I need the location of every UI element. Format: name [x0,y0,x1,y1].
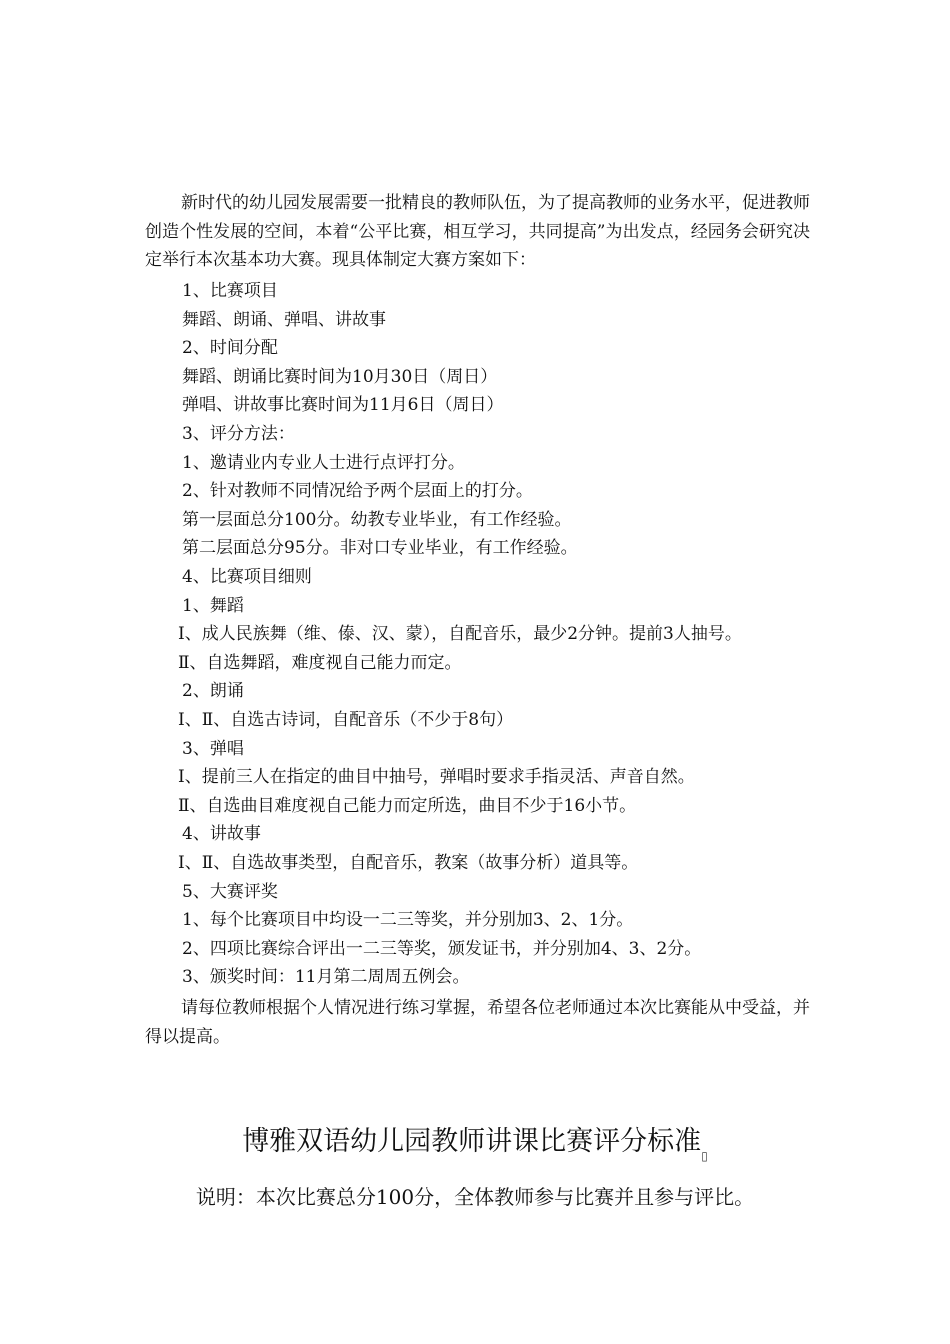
subsection-heading: 3、弹唱 [182,739,244,759]
section-heading: 2、时间分配 [182,338,278,358]
document-title [0,1122,950,1176]
scoring-note: 说明：本次比赛总分100分，全体教师参与比赛并且参与评比。 [195,1185,755,1209]
text-line: 3、颁奖时间：11月第二周周五例会。 [182,967,470,987]
text-line: 弹唱、讲故事比赛时间为11月6日（周日） [182,395,504,415]
text-line: 舞蹈、朗诵、弹唱、讲故事 [182,310,386,330]
text-line: Ⅰ、Ⅱ、自选故事类型，自配音乐，教案（故事分析）道具等。 [178,853,639,873]
text-line: 第二层面总分95分。非对口专业毕业，有工作经验。 [182,538,578,558]
title-text: 博雅双语幼儿园教师讲课比赛评分标准 [242,1126,702,1157]
text-line: Ⅱ、自选曲目难度视自己能力而定所选，曲目不少于16小节。 [178,796,637,816]
text-line: 舞蹈、朗诵比赛时间为10月30日（周日） [182,367,498,387]
text-line: 2、针对教师不同情况给予两个层面上的打分。 [182,481,533,501]
text-line: Ⅰ、提前三人在指定的曲目中抽号，弹唱时要求手指灵活、声音自然。 [178,767,695,787]
section-heading: 4、比赛项目细则 [182,567,312,587]
subsection-heading: 2、朗诵 [182,681,244,701]
text-line: 第一层面总分100分。幼教专业毕业，有工作经验。 [182,510,572,530]
text-line: 2、四项比赛综合评出一二三等奖，颁发证书，并分别加4、3、2分。 [182,939,702,959]
text-line: Ⅱ、自选舞蹈，难度视自己能力而定。 [178,653,462,673]
placeholder-glyph-icon: ▯ [701,1149,708,1163]
subsection-heading: 4、讲故事 [182,824,261,844]
closing-paragraph: 请每位教师根据个人情况进行练习掌握，希望各位老师通过本次比赛能从中受益，并得以提高。 [145,998,810,1047]
text-line: 1、每个比赛项目中均设一二三等奖，并分别加3、2、1分。 [182,910,634,930]
section-heading: 1、比赛项目 [182,281,278,301]
text-line: Ⅰ、成人民族舞（维、傣、汉、蒙），自配音乐，最少2分钟。提前3人抽号。 [178,624,742,644]
text-line: Ⅰ、Ⅱ、自选古诗词，自配音乐（不少于8句） [178,710,514,730]
subsection-heading: 1、舞蹈 [182,596,244,616]
section-heading: 3、评分方法： [182,424,295,444]
text-line: 1、邀请业内专业人士进行点评打分。 [182,453,465,473]
section-heading: 5、大赛评奖 [182,882,278,902]
intro-paragraph: 新时代的幼儿园发展需要一批精良的教师队伍，为了提高教师的业务水平，促进教师创造个性发展的空间，本着“公平比赛，相互学习，共同提高”为出发点，经园务会研究决定举行本次基本功大赛。现具体制定大赛方案如下： [145,193,810,270]
